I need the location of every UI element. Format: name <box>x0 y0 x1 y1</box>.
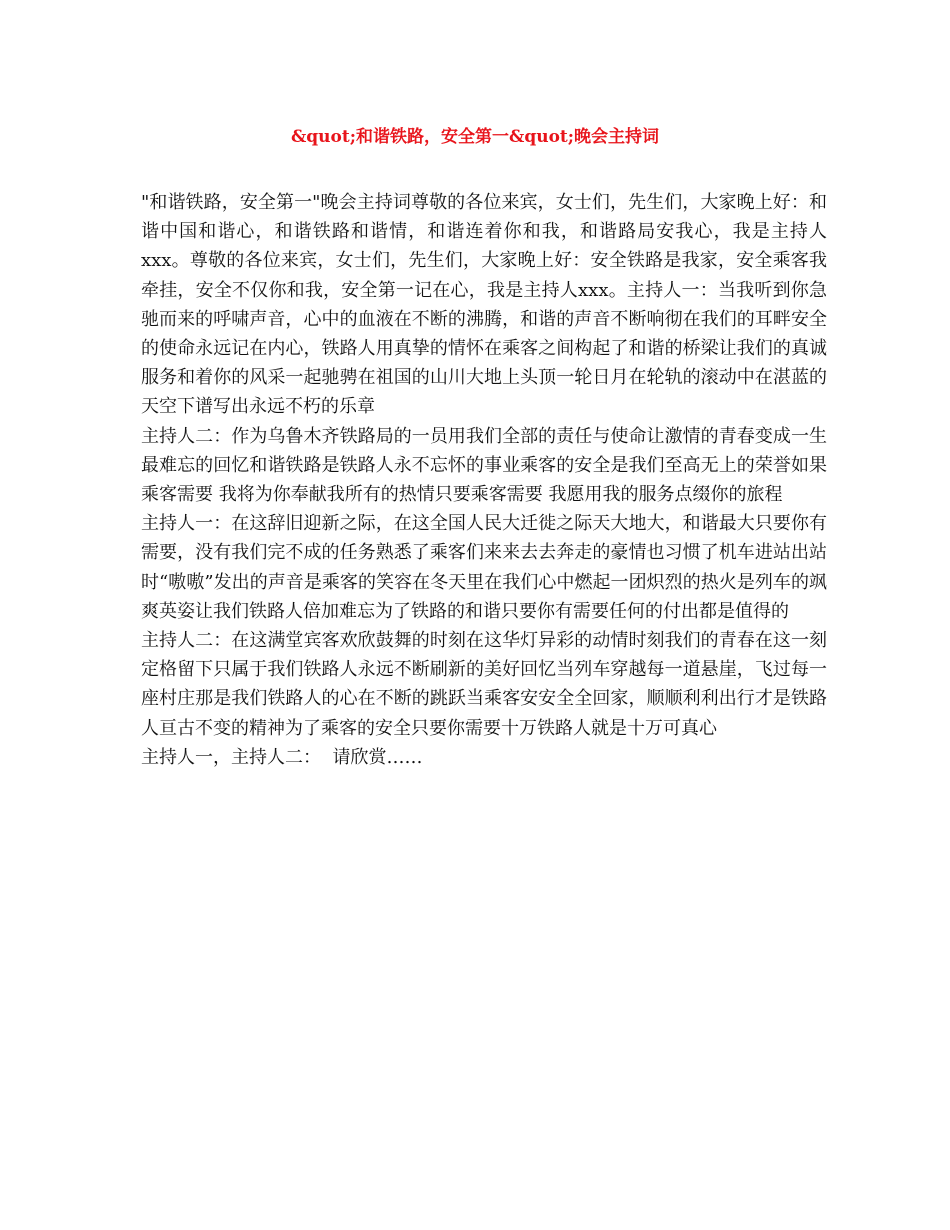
paragraph-closing: 主持人一，主持人二： 请欣赏…… <box>141 746 423 768</box>
document-body <box>141 188 827 772</box>
document-title: &quot;和谐铁路，安全第一&quot;晚会主持词 <box>290 127 660 147</box>
paragraph-intro: "和谐铁路，安全第一"晚会主持词尊敬的各位来宾，女士们，先生们，大家晚上好：和谐中国和谐心，和谐铁路和谐情，和谐连着你和我，和谐路局安我心，我是主持人xxx。尊敬的各位来宾，女士们，先生们，大家晚上好：安全铁路是我家，安全乘客我牵挂，安全不仅你和我，安全第一记在心，我是主持人xxx。主持人一：当我听到你急驰而来的呼啸声音，心中的血液在不断的沸腾，和谐的声音不断响彻在我们的耳畔安全的使命永远记在内心，铁路人用真挚的情怀在乘客之间构起了和谐的桥梁让我们的真诚服务和着你的风采一起驰骋在祖国的山川大地上头顶一轮日月在轮轨的滚动中在湛蓝的天空下谱写出永远不朽的乐章 <box>141 192 827 418</box>
paragraph-host-two-first: 主持人二：作为乌鲁木齐铁路局的一员用我们全部的责任与使命让激情的青春变成一生最难忘的回忆和谐铁路是铁路人永不忘怀的事业乘客的安全是我们至高无上的荣誉如果乘客需要 我将为你奉献我所有的热情只要乘客需要 我愿用我的服务点缀你的旅程 <box>141 425 827 506</box>
paragraph-host-one: 主持人一：在这辞旧迎新之际，在这全国人民大迁徙之际天大地大，和谐最大只要你有需要，没有我们完不成的任务熟悉了乘客们来来去去奔走的豪情也习惯了机车进站出站时“嗷嗷”发出的声音是乘客的笑容在冬天里在我们心中燃起一团炽烈的热火是列车的飒爽英姿让我们铁路人倍加难忘为了铁路的和谐只要你有需要任何的付出都是值得的 <box>141 513 827 622</box>
paragraph-host-two-second: 主持人二：在这满堂宾客欢欣鼓舞的时刻在这华灯异彩的动情时刻我们的青春在这一刻定格留下只属于我们铁路人永远不断刷新的美好回忆当列车穿越每一道悬崖，飞过每一座村庄那是我们铁路人的心在不断的跳跃当乘客安安全全回家，顺顺利利出行才是铁路人亘古不变的精神为了乘客的安全只要你需要十万铁路人就是十万可真心 <box>141 630 827 739</box>
